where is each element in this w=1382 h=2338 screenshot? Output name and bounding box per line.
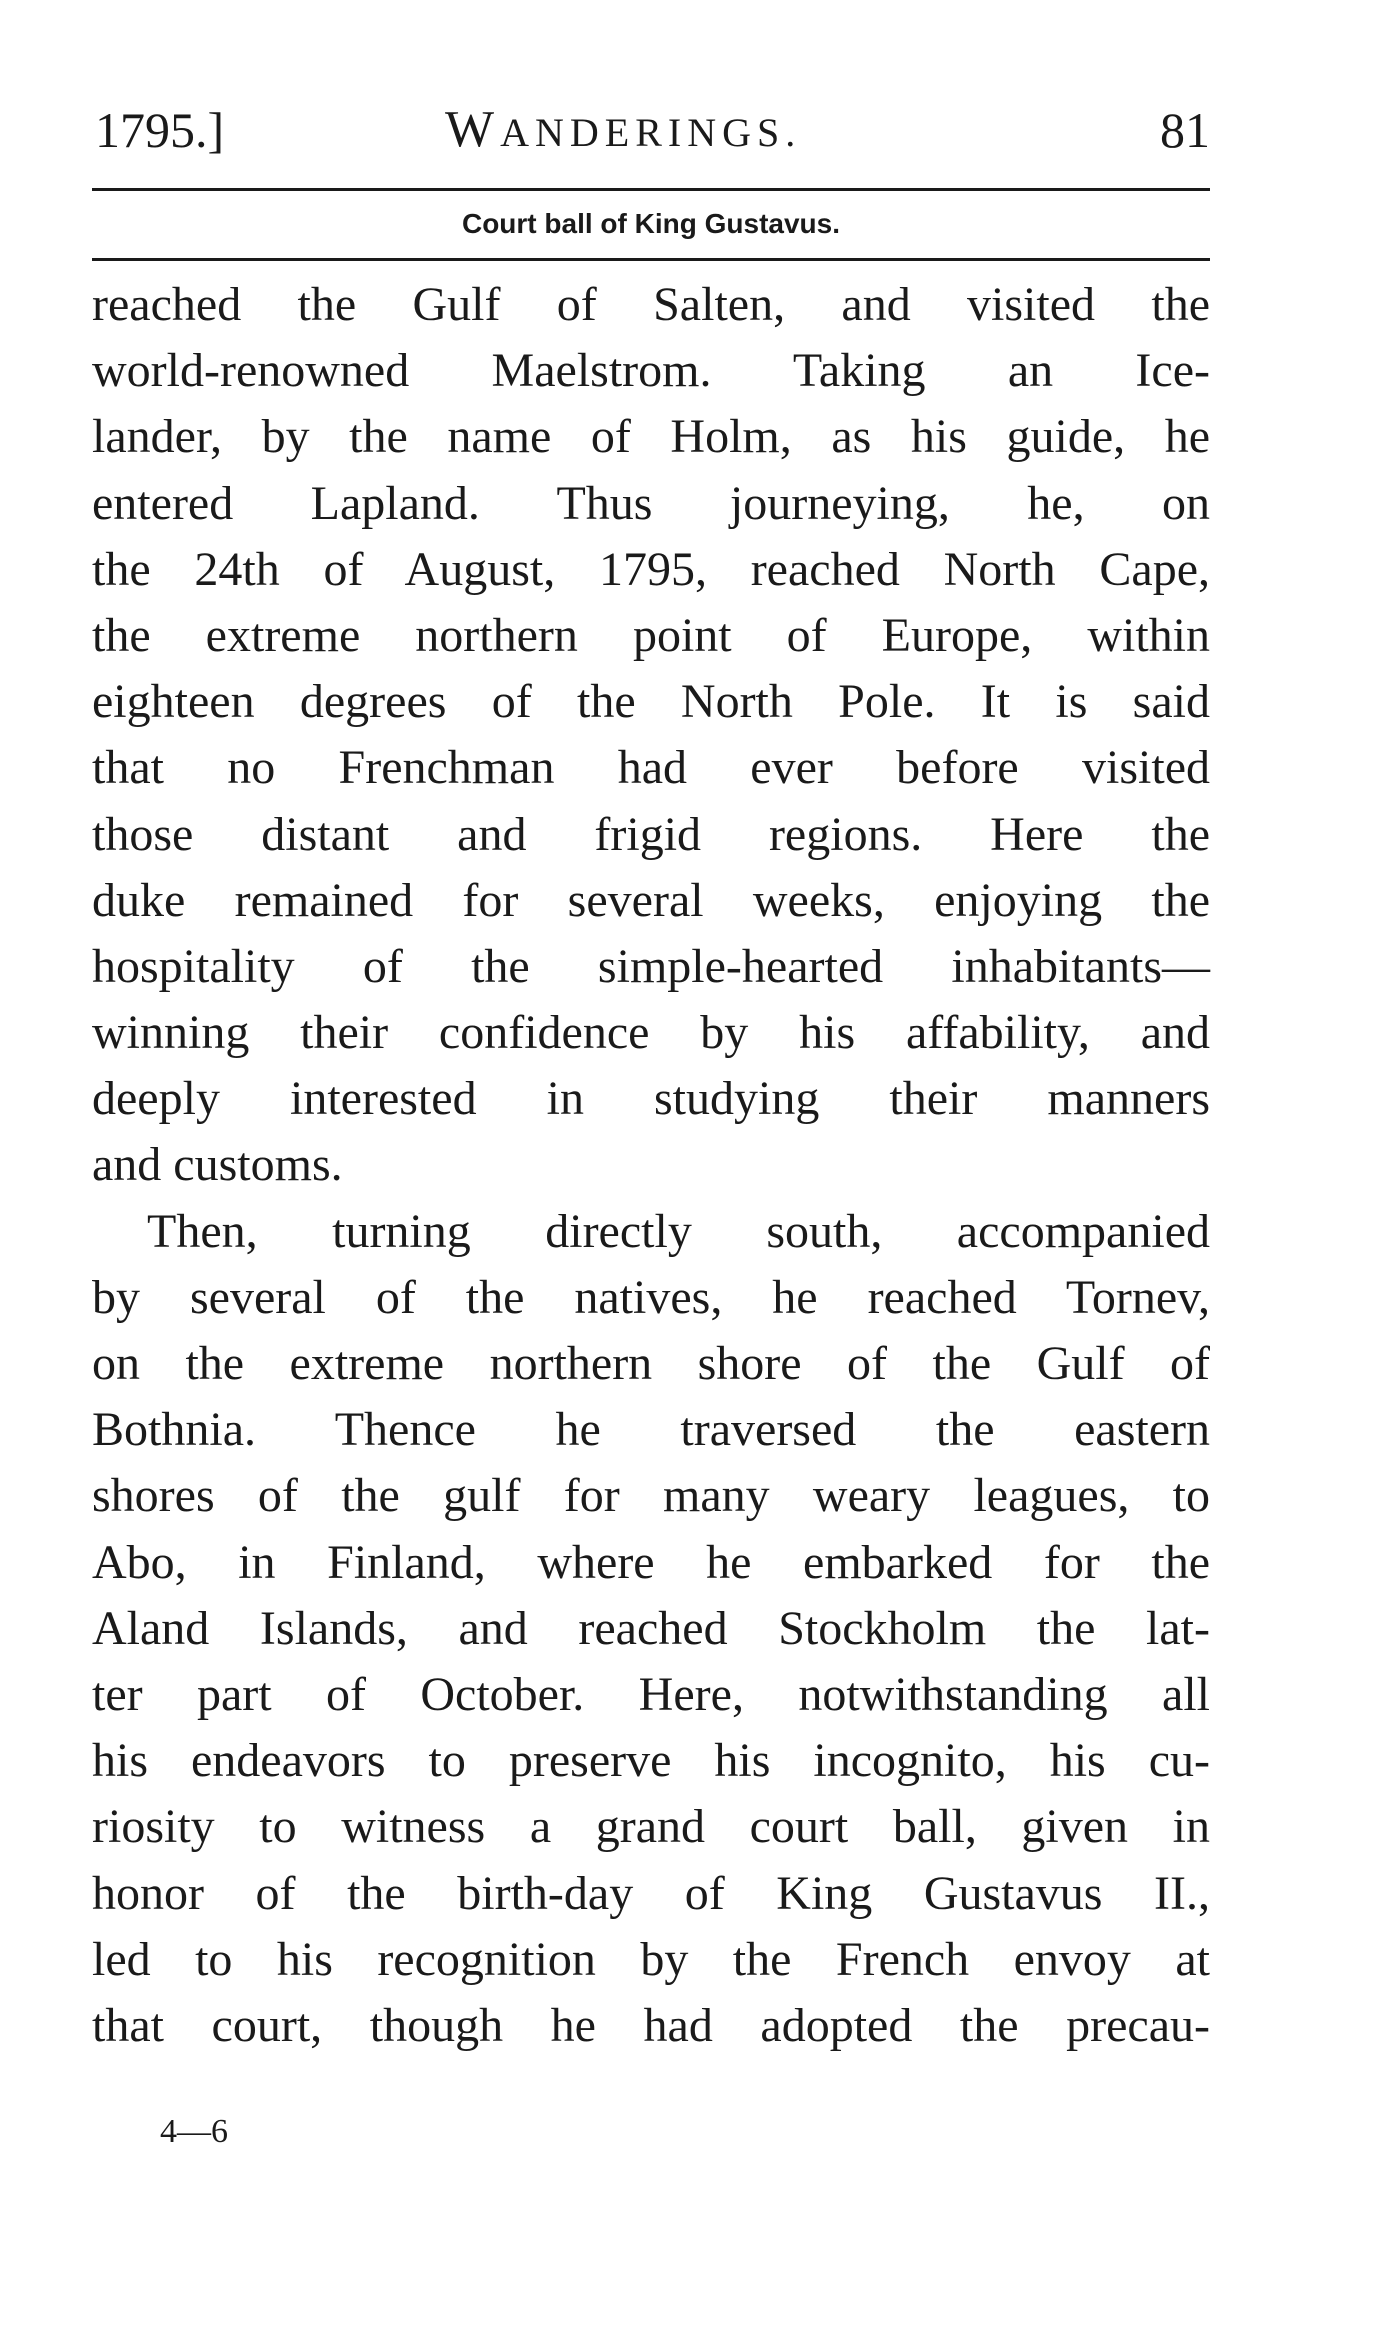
text-line: winning their confidence by his affability, and bbox=[92, 1006, 1210, 1060]
text-line: and customs. bbox=[92, 1138, 343, 1192]
text-line: Aland Islands, and reached Stockholm the lat- bbox=[92, 1601, 1210, 1655]
header-title bbox=[445, 100, 801, 163]
section-subheader: Court ball of King Gustavus. bbox=[461, 208, 840, 239]
text-line: Then, turning directly south, accompanied bbox=[147, 1204, 1210, 1258]
text-line: Bothnia. Thence he traversed the eastern bbox=[92, 1403, 1210, 1457]
text-line: honor of the birth-day of King Gustavus II., bbox=[92, 1866, 1210, 1920]
text-line: by several of the natives, he reached Tornev, bbox=[92, 1270, 1210, 1324]
text-line: that court, though he had adopted the precau- bbox=[92, 1998, 1210, 2052]
text-line: ter part of October. Here, notwithstanding all bbox=[92, 1667, 1210, 1721]
header-title-text: WANDERINGS. bbox=[445, 101, 802, 158]
text-line: entered Lapland. Thus journeying, he, on bbox=[92, 476, 1210, 530]
text-line: world-renowned Maelstrom. Taking an Ice- bbox=[92, 344, 1210, 398]
running-header bbox=[95, 100, 1210, 160]
page-number: 81 bbox=[1160, 102, 1210, 158]
text-line: shores of the gulf for many weary leagues, to bbox=[92, 1469, 1210, 1523]
text-line: led to his recognition by the French envoy at bbox=[92, 1932, 1210, 1986]
text-line: riosity to witness a grand court ball, given in bbox=[92, 1800, 1210, 1854]
text-line: eighteen degrees of the North Pole. It is said bbox=[92, 675, 1210, 729]
text-line: lander, by the name of Holm, as his guide, he bbox=[92, 410, 1210, 464]
text-line: reached the Gulf of Salten, and visited the bbox=[92, 278, 1210, 331]
header-rule-top bbox=[92, 188, 1210, 191]
text-line: deeply interested in studying their manners bbox=[92, 1072, 1210, 1126]
header-year: 1795.] bbox=[95, 102, 225, 158]
text-line: his endeavors to preserve his incognito, his cu- bbox=[92, 1734, 1210, 1788]
text-line: those distant and frigid regions. Here the bbox=[92, 807, 1210, 861]
signature-mark: 4—6 bbox=[160, 2113, 228, 2150]
body-text bbox=[92, 272, 1210, 2059]
text-line: the extreme northern point of Europe, within bbox=[92, 608, 1210, 662]
text-line: that no Frenchman had ever before visited bbox=[92, 741, 1210, 795]
text-line: duke remained for several weeks, enjoying the bbox=[92, 873, 1210, 927]
text-line: on the extreme northern shore of the Gulf of bbox=[92, 1337, 1210, 1390]
text-line: hospitality of the simple-hearted inhabitants— bbox=[92, 939, 1210, 993]
text-line: the 24th of August, 1795, reached North Cape, bbox=[92, 542, 1210, 596]
text-line: Abo, in Finland, where he embarked for the bbox=[92, 1535, 1210, 1589]
header-rule-bottom bbox=[92, 258, 1210, 261]
